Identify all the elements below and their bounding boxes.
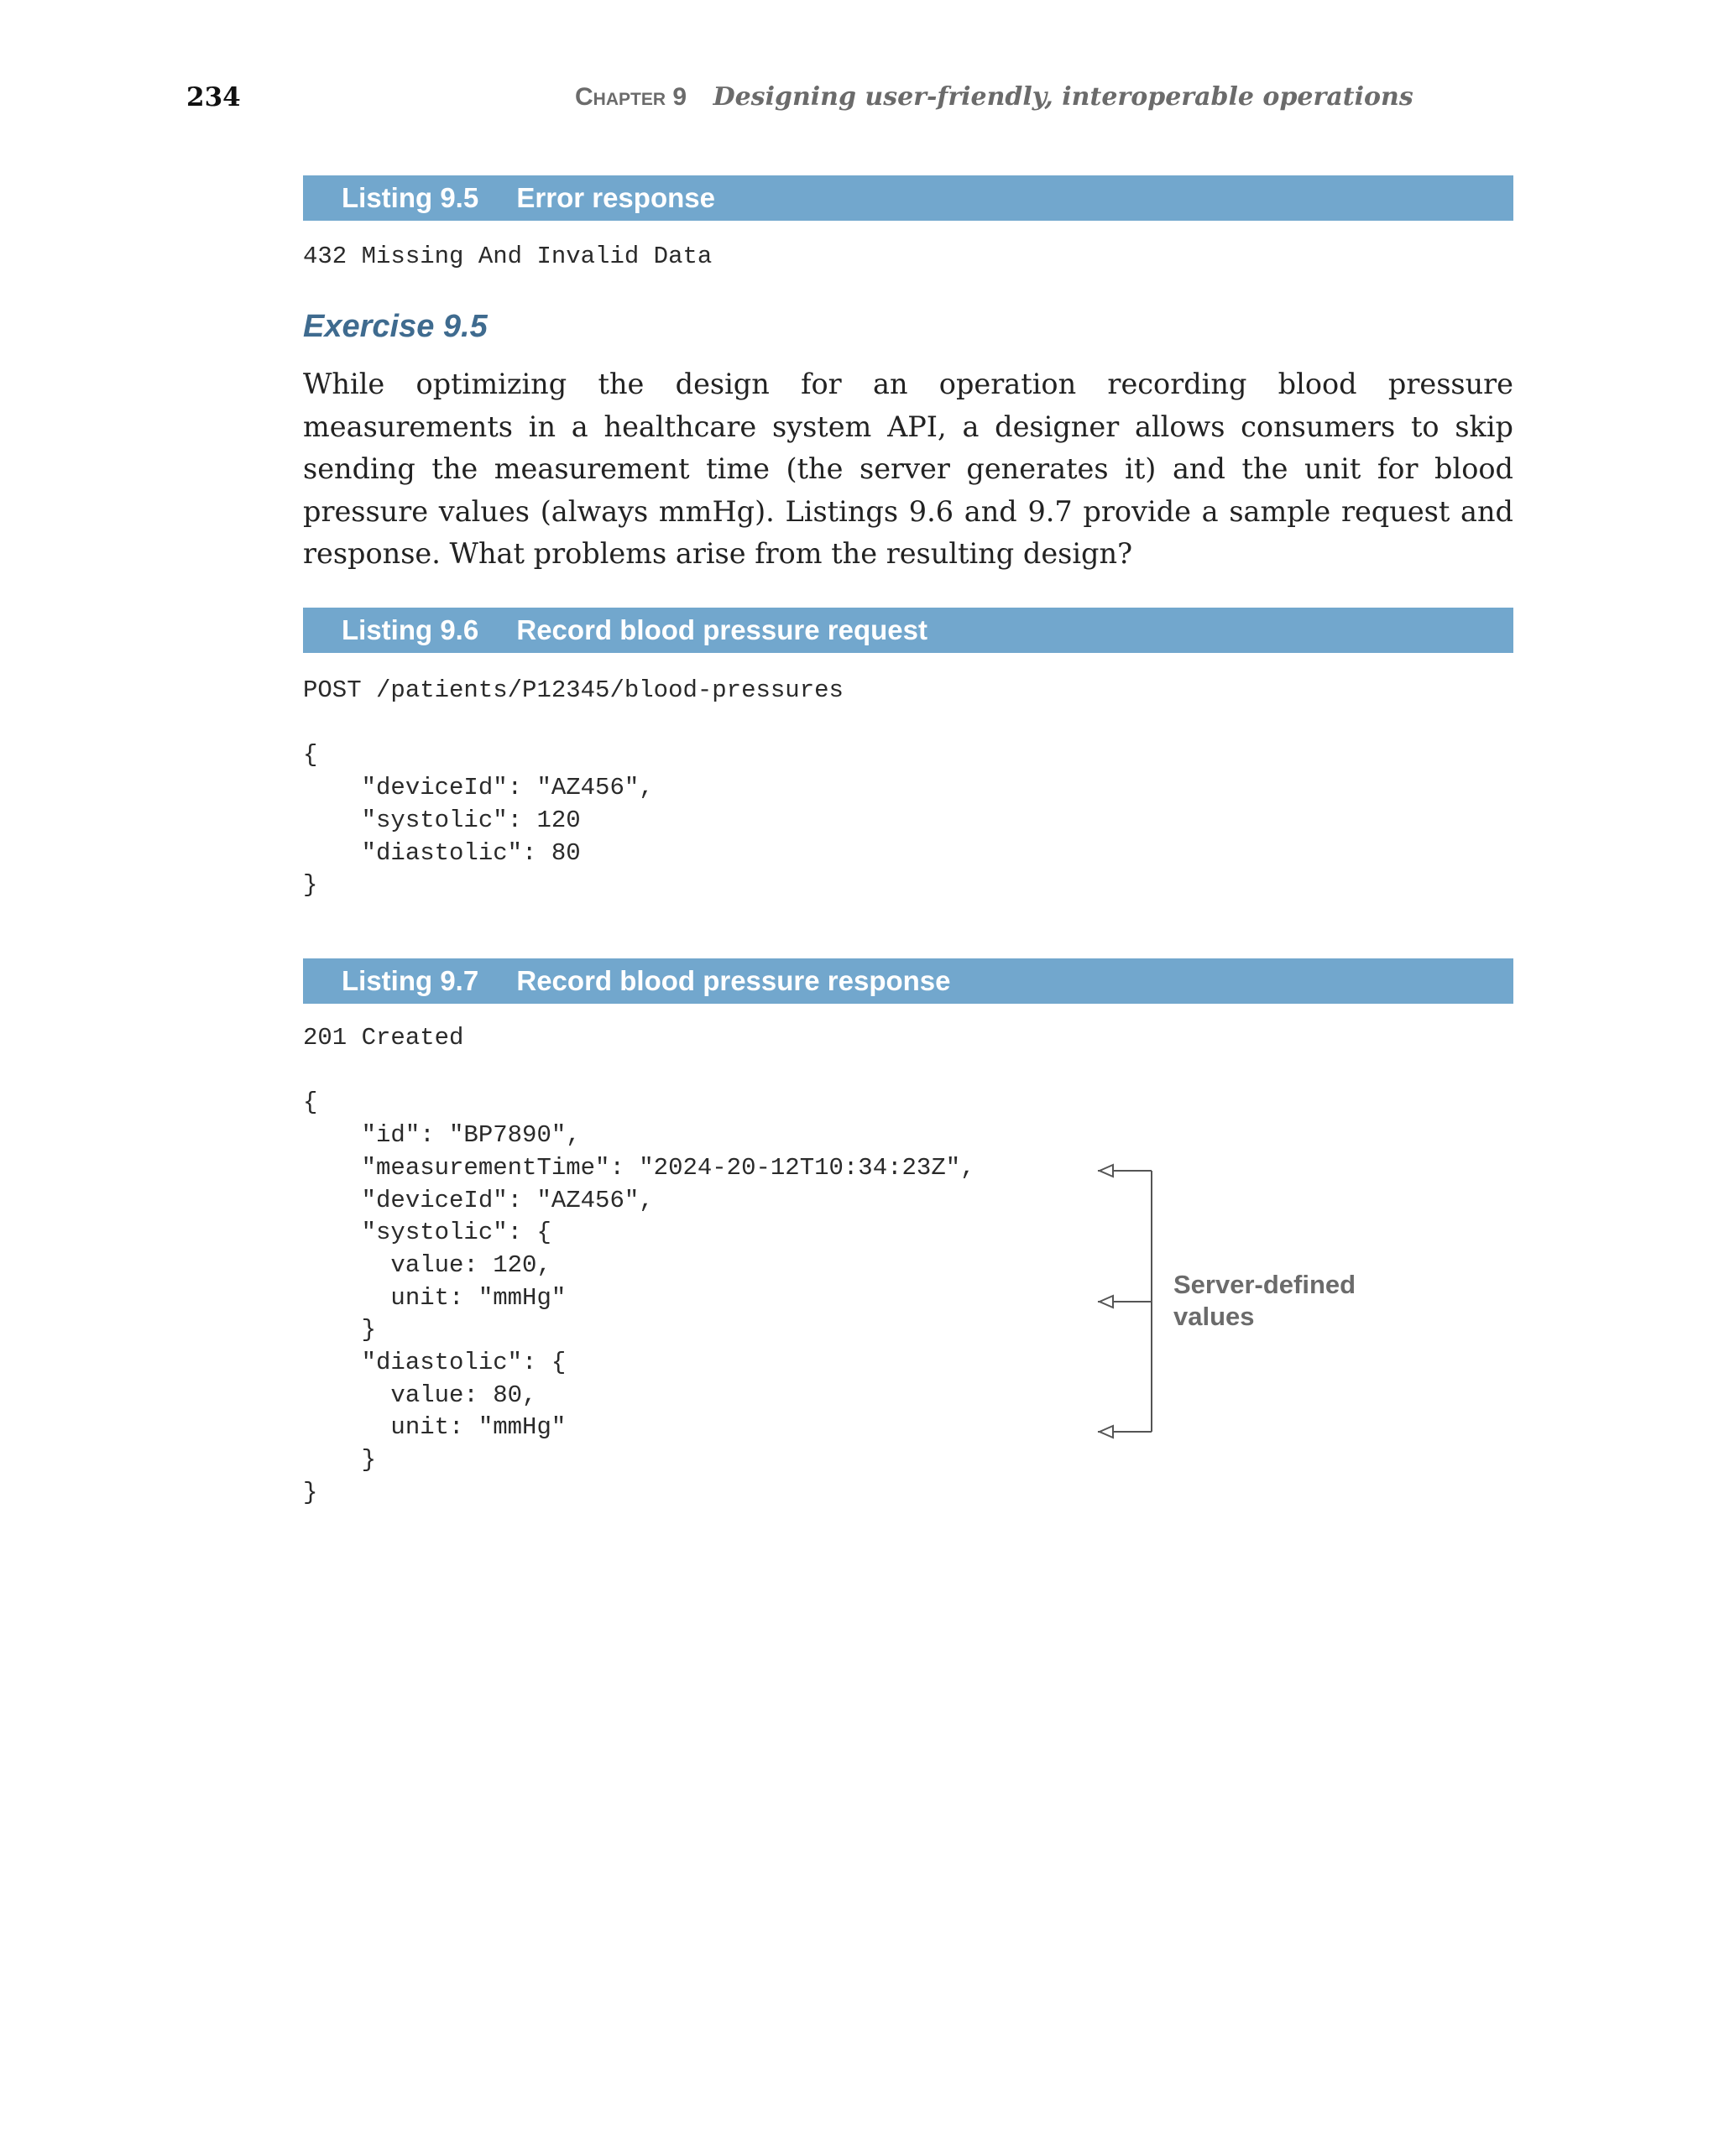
arrowhead-2	[1100, 1296, 1113, 1308]
annotation-line-2: values	[1173, 1302, 1255, 1331]
listing-title: Error response	[516, 182, 715, 213]
listing-title: Record blood pressure request	[516, 614, 927, 645]
annotation-line-1: Server-defined	[1173, 1270, 1356, 1299]
listing-9-7-code: 201 Created { "id": "BP7890", "measurementTime": "2024-20-12T10:34:23Z", "deviceId": "AZ456", "systolic": { value: 120, unit: "mmHg" } "diastolic": { value: 80, unit: "mmHg" } }	[303, 1024, 975, 1506]
listing-number: Listing 9.7	[342, 965, 479, 996]
arrowhead-1	[1100, 1165, 1113, 1177]
arrowhead-3	[1100, 1426, 1113, 1438]
chapter-label: Chapter 9	[575, 83, 687, 111]
exercise-title: Exercise 9.5	[303, 309, 488, 344]
listing-title: Record blood pressure response	[516, 965, 951, 996]
annotation-callout	[1173, 1269, 1375, 1333]
exercise-text: While optimizing the design for an operation recording blood pressure measurements in a healthcare system API, a designer allows consumers to skip sending the measurement time (the server generates it) and the unit for blood pressure values (always mmHg). Listings 9.6 and 9.7 provide a sample request and response. What problems arise from the resulting design?	[303, 368, 1513, 570]
listing-9-5-code: 432 Missing And Invalid Data	[303, 243, 713, 270]
listing-9-6-code: POST /patients/P12345/blood-pressures { "deviceId": "AZ456", "systolic": 120 "diastolic": 80 }	[303, 676, 844, 900]
listing-number: Listing 9.5	[342, 182, 479, 213]
listing-number: Listing 9.6	[342, 614, 479, 645]
chapter-title: Designing user-friendly, interoperable operations	[713, 82, 1413, 112]
page-number: 234	[186, 82, 241, 112]
